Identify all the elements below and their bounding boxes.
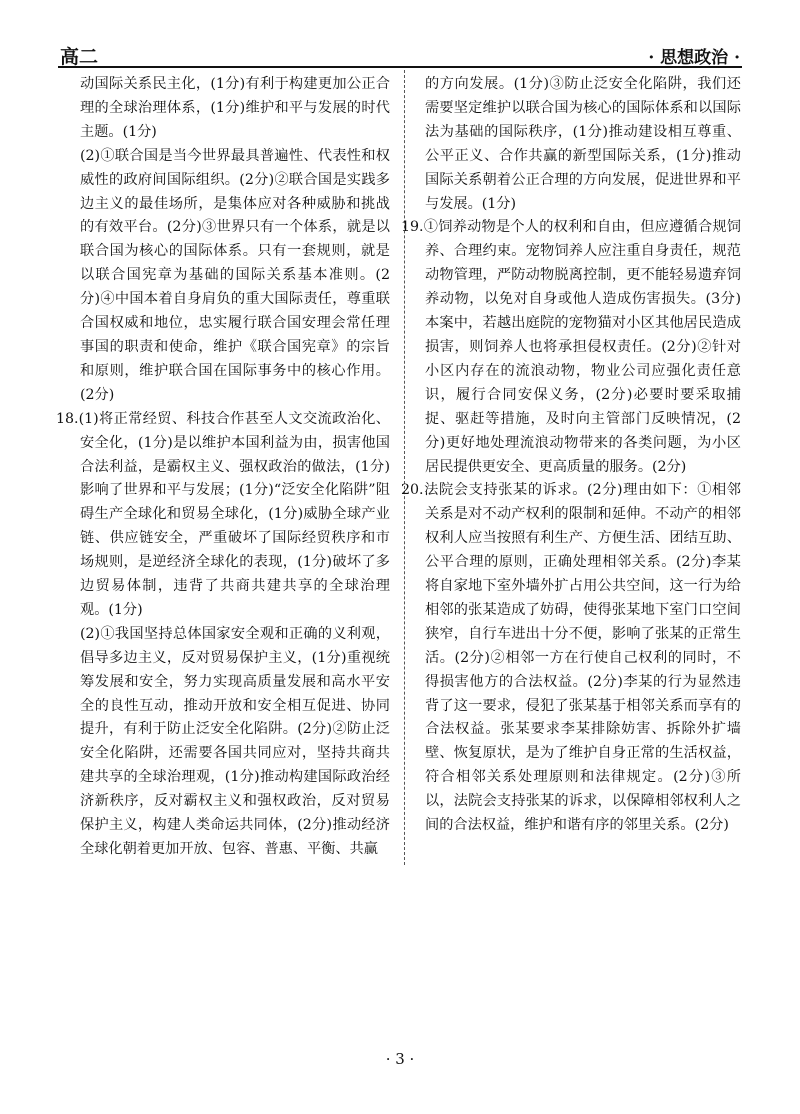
answer-paragraph: 动国际关系民主化，(1分)有利于构建更加公正合理的全球治理体系，(1分)维护和平与发展的时代主题。(1分) [80,76,390,140]
page-header [58,42,742,68]
right-column [401,73,741,838]
answer-paragraph: 的方向发展。(1分)③防止泛安全化陷阱，我们还需要坚定维护以联合国为核心的国际体系和以国际法为基础的国际秩序，(1分)推动建设相互尊重、公平正义、合作共赢的新型国际关系，(1分)推动国际关系朝着公正合理的方向发展，促进世界和平与发展。(1分) [425,76,741,212]
answer-paragraph: 20.法院会支持张某的诉求。(2分)理由如下：①相邻关系是对不动产权利的限制和延伸。不动产的相邻权利人应当按照有利生产、方便生活、团结互助、公平合理的原则，正确处理相邻关系。(2分)李某将自家地下室外墙外扩占用公共空间，这一行为给相邻的张某造成了妨碍，使得张某地下室门口空间狭窄，自行车进出十分不便，影响了张某的正常生活。(2分)②相邻一方在行使自己权利的同时，不得损害他方的合法权益。(2分)李某的行为显然违背了这一要求，侵犯了张某基于相邻关系而享有的合法权益。张某要求李某排除妨害、拆除外扩墙壁、恢复原状，是为了维护自身正常的生活权益，符合相邻关系处理原则和法律规定。(2分)③所以，法院会支持张某的诉求，以保障相邻权利人之间的合法权益，维护和谐有序的邻里关系。(2分) [401,482,741,834]
subject-label: · 思想政治 · [648,48,740,68]
left-column [56,73,390,862]
answer-paragraph: 19.①饲养动物是个人的权利和自由，但应遵循合规饲养、合理约束。宠物饲养人应注重自身责任，规范动物管理，严防动物脱离控制，更不能轻易遗弃饲养动物，以免对自身或他人造成伤害损失。(3分)本案中，若越出庭院的宠物猫对小区其他居民造成损害，则饲养人也将承担侵权责任。(2分)②针对小区内存在的流浪动物，物业公司应强化责任意识，履行合同安保义务，(2分)必要时要采取捕捉、驱赶等措施，及时向主管部门反映情况，(2分)更好地处理流浪动物带来的各类问题，为小区居民提供更安全、更高质量的服务。(2分) [401,219,741,475]
answer-paragraph: (2)①联合国是当今世界最具普遍性、代表性和权威性的政府间国际组织。(2分)②联合国是实践多边主义的最佳场所，是集体应对各种威胁和挑战的有效平台。(2分)③世界只有一个体系，就是以联合国为核心的国际体系。只有一套规则，就是以联合国宪章为基础的国际关系基本准则。(2分)④中国本着自身肩负的重大国际责任，尊重联合国权威和地位，忠实履行联合国安理会常任理事国的职责和使命，维护《联合国宪章》的宗旨和原则，维护联合国在国际事务中的核心作用。(2分) [80,147,390,403]
grade-label: 高二 [60,46,99,68]
column-divider [404,70,405,865]
answer-paragraph: 18.(1)将正常经贸、科技合作甚至人文交流政治化、安全化，(1分)是以维护本国利益为由，损害他国合法利益，是霸权主义、强权政治的做法，(1分)影响了世界和平与发展；(1分)“泛安全化陷阱”阻碍生产全球化和贸易全球化，(1分)威胁全球产业链、供应链安全，严重破坏了国际经贸秩序和市场规则，是逆经济全球化的表现，(1分)破坏了多边贸易体制，违背了共商共建共享的全球治理观。(1分) [56,410,390,618]
answer-paragraph: (2)①我国坚持总体国家安全观和正确的义利观，倡导多边主义，反对贸易保护主义，(1分)重视统筹发展和安全，努力实现高质量发展和高水平安全的良性互动，推动开放和安全相互促进、协同提升，有利于防止泛安全化陷阱。(2分)②防止泛安全化陷阱，还需要各国共同应对，坚持共商共建共享的全球治理观，(1分)推动构建国际政治经济新秩序，反对霸权主义和强权政治，反对贸易保护主义，构建人类命运共同体，(2分)推动经济全球化朝着更加开放、包容、普惠、平衡、共赢 [80,625,390,857]
page-number: · 3 · [385,1050,415,1068]
